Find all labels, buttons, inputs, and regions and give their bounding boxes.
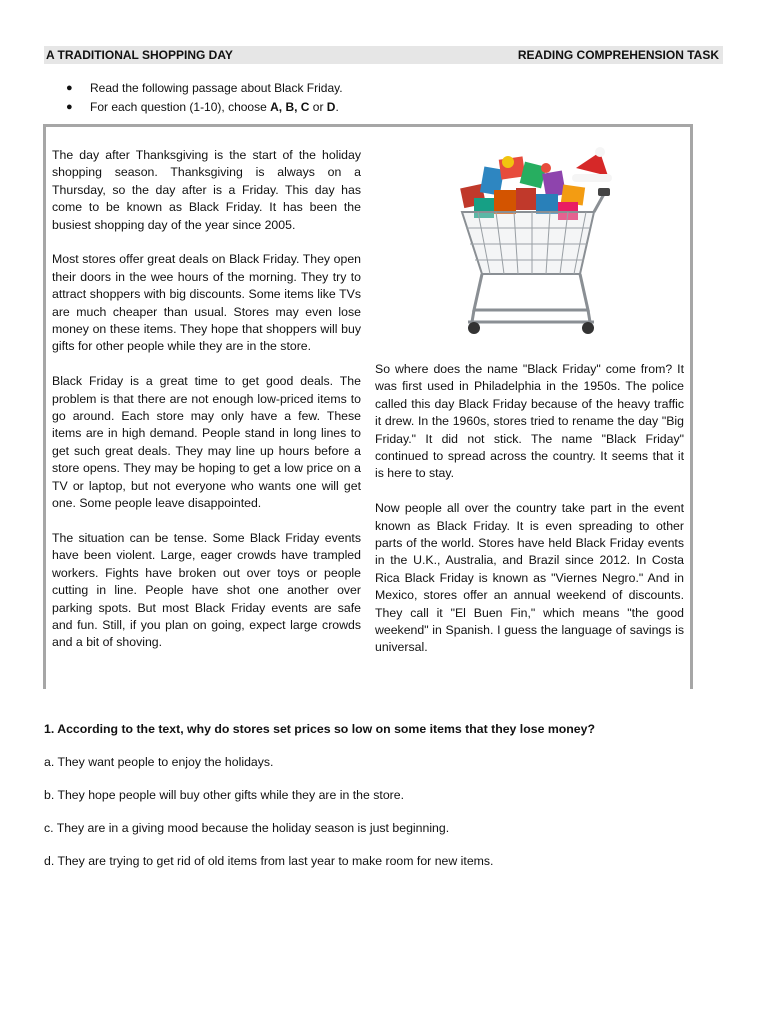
passage-left-column [52,147,361,669]
instruction-text: For each question (1-10), choose A, B, C or D. [90,100,339,114]
task-type-label: READING COMPREHENSION TASK [517,48,719,62]
answer-option-b: b. They hope people will buy other gifts while they are in the store. [44,788,405,802]
passage-paragraph: So where does the name "Black Friday" come from? It was first used in Philadelphia in the 1950s. The police called this day Black Friday because of the heavy traffic it drew. In the 1960s, stores tried to rename the day "Big Friday." It did not stick. The name "Black Friday" continued to spread across the country. It seems that it is here to stay. [375,362,684,481]
question-block [44,720,734,885]
shopping-cart-image [448,146,616,338]
passage-paragraph: Black Friday is a great time to get good deals. The problem is that there are not enough low-priced items to go around. Each store may only have a few. These items are in high demand. People stand in long lines to get such great deals. They may line up hours before a store opens. They may be hoping to get a low price on a TV or laptop, but not everyone who wants one will get one. Some people leave disappointed. [52,374,361,511]
bullet-icon: ● [66,101,73,113]
worksheet-title: A TRADITIONAL SHOPPING DAY [46,48,233,62]
answer-option-c: c. They are in a giving mood because the holiday season is just beginning. [44,821,450,835]
bullet-icon: ● [66,82,73,94]
passage-paragraph: Now people all over the country take part in the event known as Black Friday. It is even spreading to other parts of the world. Stores have held Black Friday events in the U.K., Australia, and Brazil since 2012. In Costa Rica Black Friday is known as "Viernes Negro." And in Mexico, stores offer an annual weekend of discounts. They call it "El Buen Fin," which means "the good weekend" in Spanish. I guess the language of savings is universal. [375,501,684,655]
header-bar [44,46,723,64]
answer-option-d: d. They are trying to get rid of old items from last year to make room for new items. [44,854,494,868]
question-title: 1. According to the text, why do stores set prices so low on some items that they lose money? [44,722,595,736]
instruction-item: ● Read the following passage about Black Friday. [66,79,343,98]
passage-right-column [375,361,684,674]
instruction-item [66,98,343,117]
answer-option-a: a. They want people to enjoy the holidays. [44,755,274,769]
passage-paragraph: The day after Thanksgiving is the start of the holiday shopping season. Thanksgiving is always on a Thursday, so the day after is a Friday. This day has come to be known as Black Friday. It has been the busiest shopping day of the year since 2005. [52,148,361,232]
passage-paragraph: Most stores offer great deals on Black Friday. They open their doors in the wee hours of the morning. They try to attract shoppers with big discounts. Some items like TVs are much cheaper than usual. Stores may even lose money on these items. They hope that shoppers will buy gifts for other people while they are in the store. [52,252,361,354]
passage-paragraph: The situation can be tense. Some Black Friday events have been violent. Large, eager crowds have trampled workers. Fights have broken out over toys or people cutting in line. People have shot one another over parking spots. But most Black Friday events are safe and fun. Still, if you plan on going, expect large crowds and a bit of shoving. [52,530,361,650]
instructions-list [66,79,343,117]
